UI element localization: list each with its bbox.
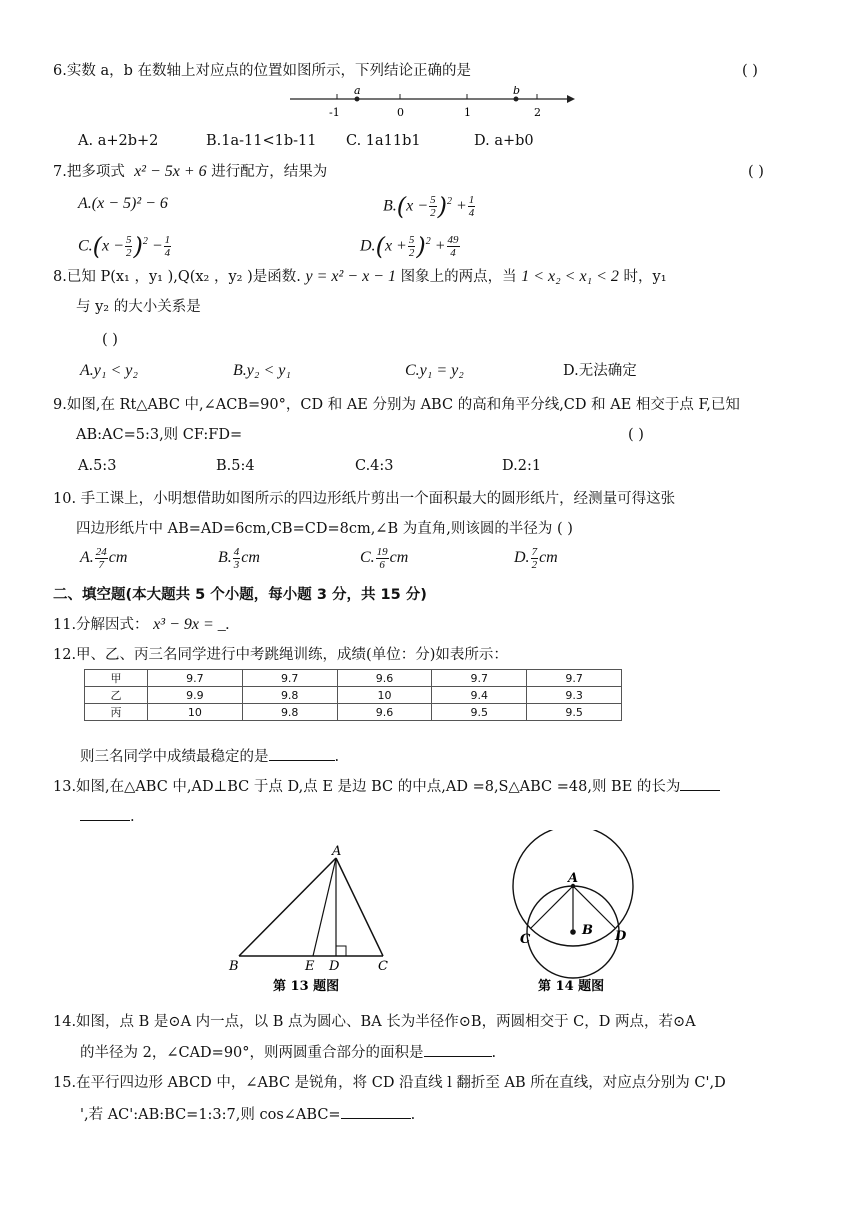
q13-stem: 13.如图,在△ABC 中,AD⊥BC 于点 D,点 E 是边 BC 的中点,AD =8,S△ABC =48,则 BE 的长为 [53, 776, 720, 797]
q9-option-a: A.5:3 [78, 458, 117, 474]
label-B: B [229, 959, 239, 974]
table-cell: 乙 [85, 687, 148, 704]
table-row [85, 704, 622, 721]
q9-stem-line1: 9.如图,在 Rt△ABC 中,∠ACB=90°，CD 和 AE 分别为 ABC 的高和角平分线,CD 和 AE 相交于点 F,已知 [53, 397, 740, 413]
q10-option-c: C. $\frac{19}{6}$ cm [360, 546, 409, 571]
table-cell: 9.7 [242, 670, 337, 687]
table-cell: 10 [148, 704, 243, 721]
q6-option-d: D. a+b0 [474, 133, 534, 149]
q8-stem-line1: 8.已知 P(x₁ ，y₁ ),Q(x₂ ，y₂ )是函数. y = x² − x − 1 图象上的两点，当 1 < x₂ < x₁ < 2 时，y₁ [53, 268, 667, 285]
q8-option-c: C.y₁ = y₂ [405, 362, 464, 379]
number-line [285, 86, 575, 122]
q8-option-d: D.无法确定 [563, 363, 637, 379]
table-cell: 9.7 [527, 670, 622, 687]
q6-option-b: B.1a-11<1b-11 [206, 133, 317, 149]
q9-option-d: D.2:1 [502, 458, 542, 474]
q9-paren: ( ) [628, 427, 644, 443]
q7-stem: 7.把多项式 x² − 5x + 6 进行配方，结果为 [53, 163, 328, 180]
q7-option-d: D.(x + $\frac{5}{2}$ )$^2$ + $\frac{49}{4}$ [360, 232, 459, 261]
q10-option-b: B. $\frac{4}{3}$ cm [218, 546, 260, 571]
q15-stem-line2: ',若 AC':AB:BC=1:3:7,则 cos∠ABC= . [80, 1104, 415, 1125]
point-b-label: b [513, 86, 521, 97]
q14-stem-line1: 14.如图，点 B 是⊙A 内一点，以 B 点为圆心、BA 长为半径作⊙B，两圆相交于 C，D 两点，若⊙A [53, 1014, 696, 1030]
figure-14-caption: 第 14 题图 [538, 979, 605, 994]
table-cell: 9.8 [242, 687, 337, 704]
table-cell: 9.7 [148, 670, 243, 687]
label-A: A [568, 871, 579, 886]
table-cell: 9.9 [148, 687, 243, 704]
table-row [85, 670, 622, 687]
label-D: D [329, 959, 340, 974]
figure-14 [510, 830, 640, 1000]
table-cell: 甲 [85, 670, 148, 687]
table-cell: 9.6 [337, 704, 432, 721]
label-D: D [615, 929, 627, 944]
q10-option-d: D. $\frac{7}{2}$ cm [514, 546, 558, 571]
q8-paren: ( ) [102, 332, 118, 348]
table-cell: 9.5 [432, 704, 527, 721]
table-cell: 10 [337, 687, 432, 704]
point-a-label: a [354, 86, 361, 97]
score-table [84, 669, 622, 721]
q10-stem-line2: 四边形纸片中 AB=AD=6cm,CB=CD=8cm,∠B 为直角,则该圆的半径为 ( ) [76, 521, 573, 537]
q10-stem-line1: 10. 手工课上，小明想借助如图所示的四边形纸片剪出一个面积最大的圆形纸片，经测量可得这张 [53, 491, 676, 507]
q11-stem: 11.分解因式： x³ − 9x = _. [53, 616, 230, 633]
table-cell: 9.6 [337, 670, 432, 687]
label-C: C [378, 959, 388, 974]
table-cell: 9.8 [242, 704, 337, 721]
q14-stem-line2: 的半径为 2，∠CAD=90°，则两圆重合部分的面积是 . [80, 1042, 496, 1063]
table-cell: 9.3 [527, 687, 622, 704]
tick-label: 1 [464, 106, 471, 119]
q13-blank: . [80, 806, 135, 827]
q6-option-a: A. a+2b+2 [78, 133, 159, 149]
q6-stem: 6.实数 a，b 在数轴上对应点的位置如图所示，下列结论正确的是 [53, 63, 471, 79]
q7-option-c: C.(x − $\frac{5}{2}$ )$^2$ − $\frac{1}{4}$ [78, 232, 171, 261]
q9-stem-line2: AB:AC=5:3,则 CF:FD= [76, 427, 243, 443]
tick-label: 2 [534, 106, 541, 119]
section-heading: 二、填空题(本大题共 5 个小题，每小题 3 分，共 15 分) [53, 587, 427, 603]
q7-paren: ( ) [748, 164, 764, 180]
q7-option-a: A.(x − 5)² − 6 [78, 195, 168, 212]
q8-option-a: A.y₁ < y₂ [80, 362, 138, 379]
table-row [85, 687, 622, 704]
table-cell: 9.7 [432, 670, 527, 687]
q7-option-b: B.(x − $\frac{5}{2}$ )$^2$ + $\frac{1}{4}$ [383, 192, 475, 221]
table-cell: 9.5 [527, 704, 622, 721]
label-B: B [582, 923, 593, 938]
table-cell: 9.4 [432, 687, 527, 704]
q8-option-b: B.y₂ < y₁ [233, 362, 291, 379]
q9-option-b: B.5:4 [216, 458, 255, 474]
q15-stem-line1: 15.在平行四边形 ABCD 中，∠ABC 是锐角，将 CD 沿直线 l 翻折至 AB 所在直线，对应点分别为 C',D [53, 1075, 726, 1091]
q10-option-a: A. $\frac{24}{7}$ cm [80, 546, 128, 571]
tick-label: -1 [329, 106, 340, 119]
q9-option-c: C.4:3 [355, 458, 394, 474]
label-C: C [520, 932, 531, 947]
q6-option-c: C. 1a11b1 [346, 133, 421, 149]
label-A: A [332, 844, 342, 859]
label-E: E [305, 959, 315, 974]
q8-stem-line2: 与 y₂ 的大小关系是 [76, 299, 201, 315]
figure-13-caption: 第 13 题图 [273, 979, 340, 994]
q6-paren: ( ) [742, 63, 758, 79]
table-cell: 丙 [85, 704, 148, 721]
tick-label: 0 [397, 106, 404, 119]
q12-stem: 12.甲、乙、丙三名同学进行中考跳绳训练，成绩(单位：分)如表所示： [53, 647, 508, 663]
q12-answer-line: 则三名同学中成绩最稳定的是 . [80, 746, 339, 767]
figure-13 [225, 840, 405, 1000]
